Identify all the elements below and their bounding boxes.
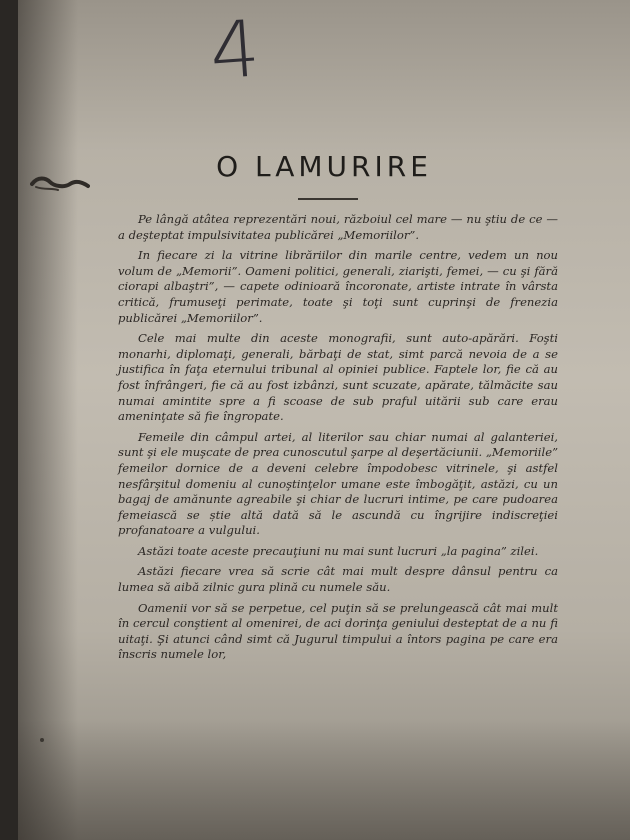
page-shadow-bottom — [18, 720, 630, 840]
paragraph: Femeile din câmpul artei, al literilor sau chiar numai al galanteriei, sunt şi ele muşcate de prea cunoscutul şarpe al deşertăciunii. „Memoriile” femeilor dornice de a deveni celebre împodobesc vitrinele, şi astfel nesfârşitul domeniu al cunoştinţelor umane este îmbogăţit, astăzi, cu un bagaj de amănunte agreabile şi chiar de lucruri intime, pe care pudoarea femeiască se știe altă dată să le ascundă cu îngrijire indiscreţiei profanatoare a vulgului. — [118, 429, 558, 538]
book-page — [18, 0, 630, 840]
page-title: O LAMURIRE — [216, 150, 432, 183]
title-divider — [298, 198, 358, 200]
paragraph: Oamenii vor să se perpetue, cel puţin să se prelungească cât mai mult în cercul conştient al omenirei, de aci dorinţa geniului desteptat de a nu fi uitaţi. Şi atunci când simt că Jugurul timpului a întors pagina pe care era înscris numele lor, — [118, 600, 558, 662]
page-shadow-left — [18, 0, 78, 840]
body-text — [118, 212, 558, 668]
handwritten-page-number: 4 — [206, 4, 263, 98]
ink-dot-icon — [40, 738, 44, 742]
paragraph: Pe lângă atâtea reprezentări noui, războiul cel mare — nu ştiu de ce — a deşteptat impulsivitatea publicărei „Memoriilor”. — [118, 212, 558, 242]
paragraph: Astăzi fiecare vrea să scrie cât mai mult despre dânsul pentru ca lumea să aibă zilnic gura plină cu numele său. — [118, 564, 558, 595]
paragraph: In fiecare zi la vitrine librăriilor din marile centre, vedem un nou volum de „Memorii”. Oameni politici, generali, ziarişti, femei, — cu şi fără ciorapi albaştri”, — capete odinioară încoronate, artiste intrate în vârsta critică, frumuseţi perimate, toate şi toţi sunt cuprinşi de frenezia publicărei „Memoriilor”. — [118, 248, 558, 325]
paragraph: Astăzi toate aceste precauţiuni nu mai sunt lucruri „la pagina” zilei. — [138, 543, 539, 558]
paragraph: Cele mai multe din aceste monografii, sunt auto-apărări. Foşti monarhi, diplomaţi, generali, bărbaţi de stat, simt parcă nevoia de a se justifica în faţa eternului tribunal al opiniei publice. Faptele lor, fie că au fost înfrângeri, fie că au fost izbânzi, sunt scuzate, apărate, tălmăcite sau numai amintite spre a fi scoase de sub praful uitării sub care erau ameninţate să fie îngropate. — [118, 331, 558, 424]
